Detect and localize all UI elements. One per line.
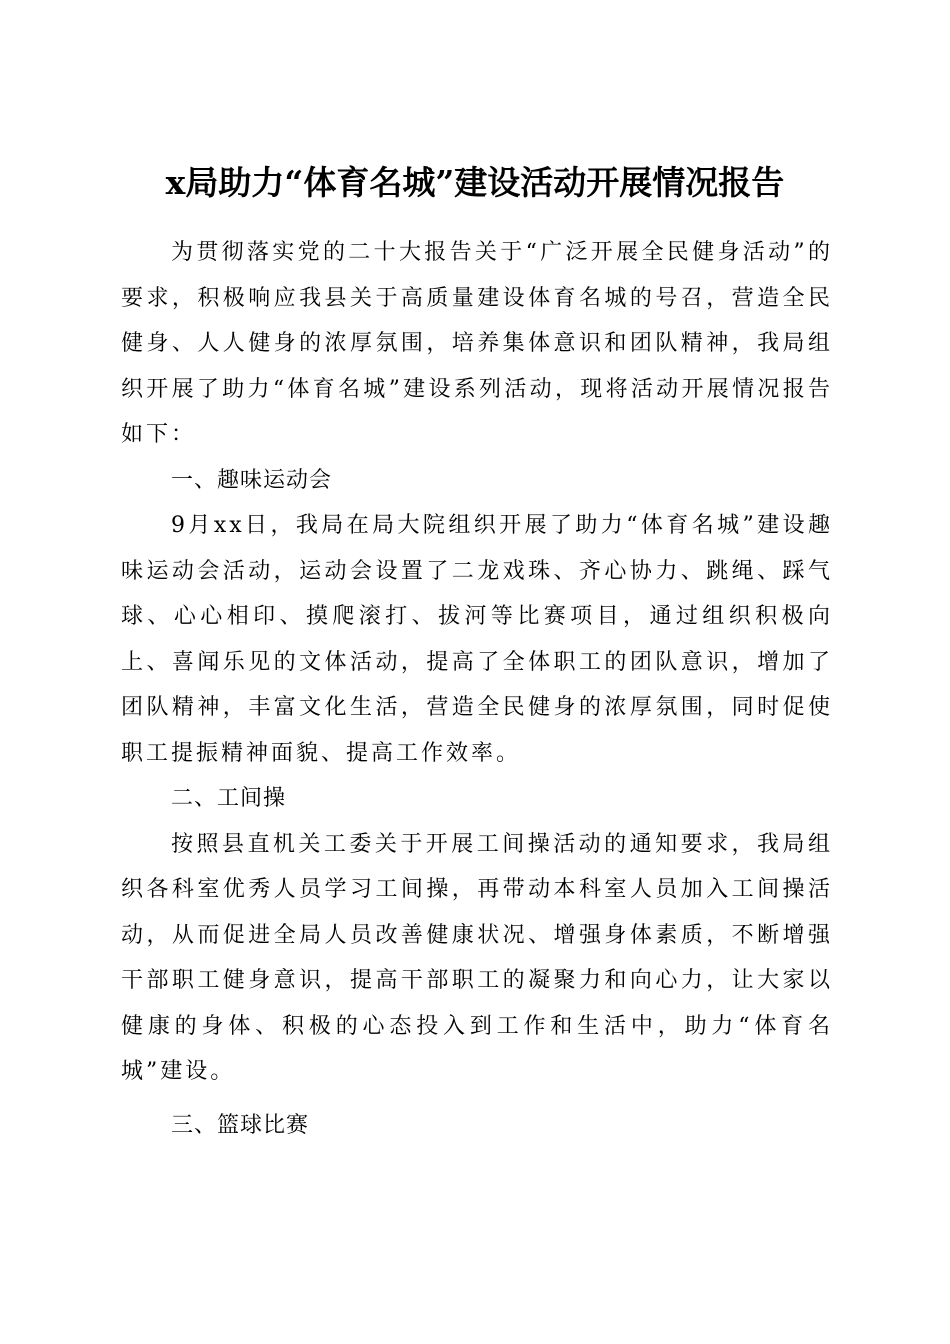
section-heading-basketball: 三、篮球比赛: [171, 1112, 310, 1138]
section-heading-workplace-exercise: 二、工间操: [171, 786, 287, 811]
document-body: [121, 230, 833, 1148]
section-paragraph-workplace-exercise: 按照县直机关工委关于开展工间操活动的通知要求，我局组织各科室优秀人员学习工间操，再带动本科室人员加入工间操活动，从而促进全局人员改善健康状况、增强身体素质，不断增强干部职工健身意识，提高干部职工的凝聚力和向心力，让大家以健康的身体、积极的心态投入到工作和生活中，助力“体育名城”建设。: [121, 831, 833, 1084]
document-title: x局助力“体育名城”建设活动开展情况报告: [165, 163, 785, 203]
section-paragraph-fun-games: 9月xx日，我局在局大院组织开展了助力“体育名城”建设趣味运动会活动，运动会设置了二龙戏珠、齐心协力、跳绳、踩气球、心心相印、摸爬滚打、拔河等比赛项目，通过组织积极向上、喜闻乐见的文体活动，提高了全体职工的团队意识，增加了团队精神，丰富文化生活，营造全民健身的浓厚氛围，同时促使职工提振精神面貌、提高工作效率。: [121, 513, 833, 766]
intro-paragraph: 为贯彻落实党的二十大报告关于“广泛开展全民健身活动”的要求，积极响应我县关于高质量建设体育名城的号召，营造全民健身、人人健身的浓厚氛围，培养集体意识和团队精神，我局组织开展了助力“体育名城”建设系列活动，现将活动开展情况报告如下：: [121, 240, 833, 447]
section-heading-fun-games: 一、趣味运动会: [171, 467, 333, 493]
